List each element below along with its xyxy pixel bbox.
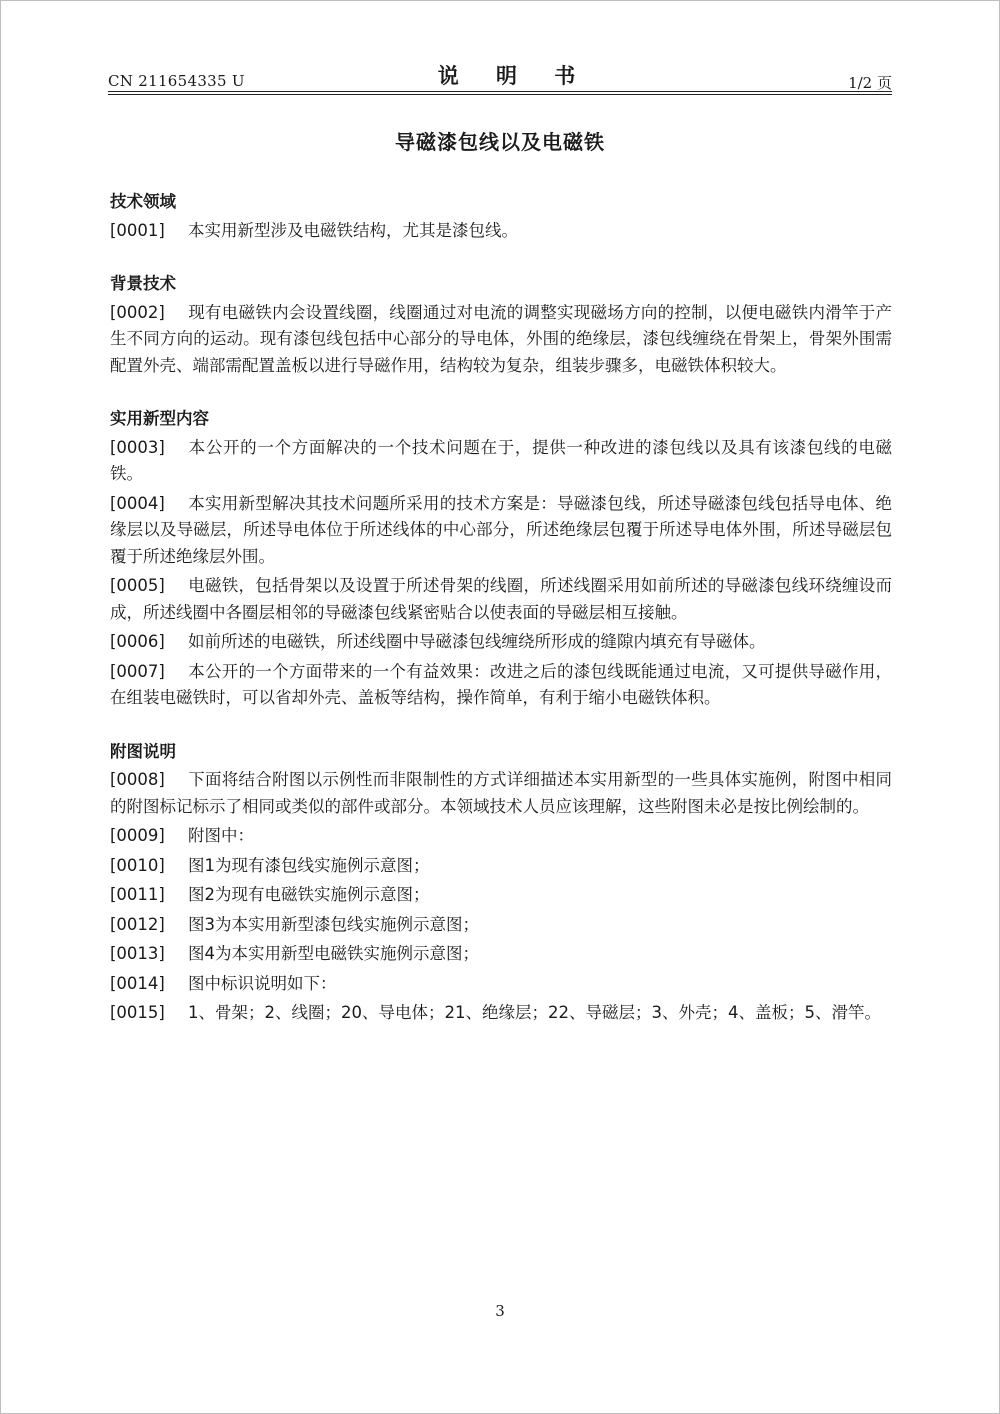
paragraph-number: [0007] bbox=[110, 661, 165, 681]
paragraph-text: 1、骨架；2、线圈；20、导电体；21、绝缘层；22、导磁层；3、外壳；4、盖板；5、滑竿。 bbox=[188, 1003, 881, 1022]
paragraph bbox=[110, 573, 892, 626]
paragraph-number: [0008] bbox=[110, 770, 165, 789]
paragraph-text: 图中标识说明如下： bbox=[188, 973, 337, 993]
section-technical-field bbox=[110, 189, 892, 244]
paragraph-text: 图2为现有电磁铁实施例示意图； bbox=[188, 885, 430, 904]
paragraph-text: 下面将结合附图以示例性而非限制性的方式详细描述本实用新型的一些具体实施例，附图中相同的附图标记标示了相同或类似的部件或部分。本领域技术人员应该理解，这些附图未必是按比例绘制的。 bbox=[110, 770, 892, 816]
paragraph-number: [0009] bbox=[110, 826, 165, 845]
section-heading: 附图说明 bbox=[110, 741, 176, 761]
paragraph bbox=[110, 629, 892, 656]
paragraph-text: 图3为本实用新型漆包线实施例示意图； bbox=[188, 914, 479, 934]
section-drawings bbox=[110, 739, 892, 1027]
patent-number: CN 211654335 U bbox=[108, 72, 245, 90]
paragraph bbox=[110, 971, 892, 998]
page-number: 3 bbox=[495, 1302, 505, 1320]
paragraph-number: [0012] bbox=[110, 914, 165, 934]
section-heading: 技术领域 bbox=[110, 192, 176, 211]
paragraph-number: [0015] bbox=[110, 1003, 165, 1022]
paragraph-text: 如前所述的电磁铁，所述线圈中导磁漆包线缠绕所形成的缝隙内填充有导磁体。 bbox=[188, 632, 766, 651]
section-background bbox=[110, 271, 892, 379]
paragraph-text: 本实用新型涉及电磁铁结构，尤其是漆包线。 bbox=[188, 220, 518, 240]
paragraph-number: [0004] bbox=[110, 493, 165, 513]
paragraph-number: [0013] bbox=[110, 944, 165, 963]
paragraph-text: 现有电磁铁内会设置线圈，线圈通过对电流的调整实现磁场方向的控制，以便电磁铁内滑竿于产生不同方向的运动。现有漆包线包括中心部分的导电体，外围的绝缘层，漆包线缠绕在骨架上，骨架外围需配置外壳、端部需配置盖板以进行导磁作用，结构较为复杂，组装步骤多，电磁铁体积较大。 bbox=[110, 302, 892, 375]
paragraph bbox=[110, 435, 892, 488]
paragraph bbox=[110, 823, 892, 850]
paragraph bbox=[110, 912, 892, 939]
paragraph-number: [0002] bbox=[110, 302, 165, 322]
paragraph-number: [0011] bbox=[110, 885, 165, 904]
header-title: 说 明 书 bbox=[437, 64, 591, 88]
paragraph-number: [0010] bbox=[110, 855, 165, 875]
paragraph bbox=[110, 941, 892, 968]
paragraph-text: 电磁铁，包括骨架以及设置于所述骨架的线圈，所述线圈采用如前所述的导磁漆包线环绕缠设而成，所述线圈中各圈层相邻的导磁漆包线紧密贴合以使表面的导磁层相互接触。 bbox=[110, 576, 892, 622]
paragraph-text: 本公开的一个方面带来的一个有益效果：改进之后的漆包线既能通过电流，又可提供导磁作用，在组装电磁铁时，可以省却外壳、盖板等结构，操作简单，有利于缩小电磁铁体积。 bbox=[110, 661, 892, 707]
section-heading: 背景技术 bbox=[110, 274, 176, 293]
paragraph bbox=[110, 491, 892, 571]
paragraph-number: [0006] bbox=[110, 632, 165, 651]
paragraph bbox=[110, 882, 892, 909]
paragraph-number: [0005] bbox=[110, 576, 165, 595]
paragraph bbox=[110, 767, 892, 820]
document-title: 导磁漆包线以及电磁铁 bbox=[395, 130, 605, 154]
paragraph bbox=[110, 1000, 892, 1027]
paragraph-text: 图1为现有漆包线实施例示意图； bbox=[188, 855, 430, 875]
paragraph-text: 附图中： bbox=[188, 826, 254, 845]
section-summary bbox=[110, 406, 892, 712]
paragraph bbox=[110, 300, 892, 380]
paragraph-text: 本实用新型解决其技术问题所采用的技术方案是：导磁漆包线，所述导磁漆包线包括导电体、绝缘层以及导磁层，所述导电体位于所述线体的中心部分，所述绝缘层包覆于所述导电体外围，所述导磁层包覆于所述绝缘层外围。 bbox=[110, 493, 892, 566]
paragraph-number: [0014] bbox=[110, 973, 165, 993]
paragraph-number: [0003] bbox=[110, 437, 165, 457]
header-rule-thin bbox=[108, 94, 892, 95]
paragraph-text: 图4为本实用新型电磁铁实施例示意图； bbox=[188, 944, 479, 963]
paragraph bbox=[110, 853, 892, 880]
page-info: 1/2 页 bbox=[848, 74, 892, 92]
paragraph-number: [0001] bbox=[110, 220, 165, 240]
paragraph bbox=[110, 659, 892, 712]
section-heading: 实用新型内容 bbox=[110, 409, 209, 428]
paragraph-text: 本公开的一个方面解决的一个技术问题在于，提供一种改进的漆包线以及具有该漆包线的电磁铁。 bbox=[110, 437, 892, 483]
header-rule bbox=[108, 91, 892, 92]
document-body bbox=[110, 189, 892, 1030]
paragraph bbox=[110, 218, 892, 245]
